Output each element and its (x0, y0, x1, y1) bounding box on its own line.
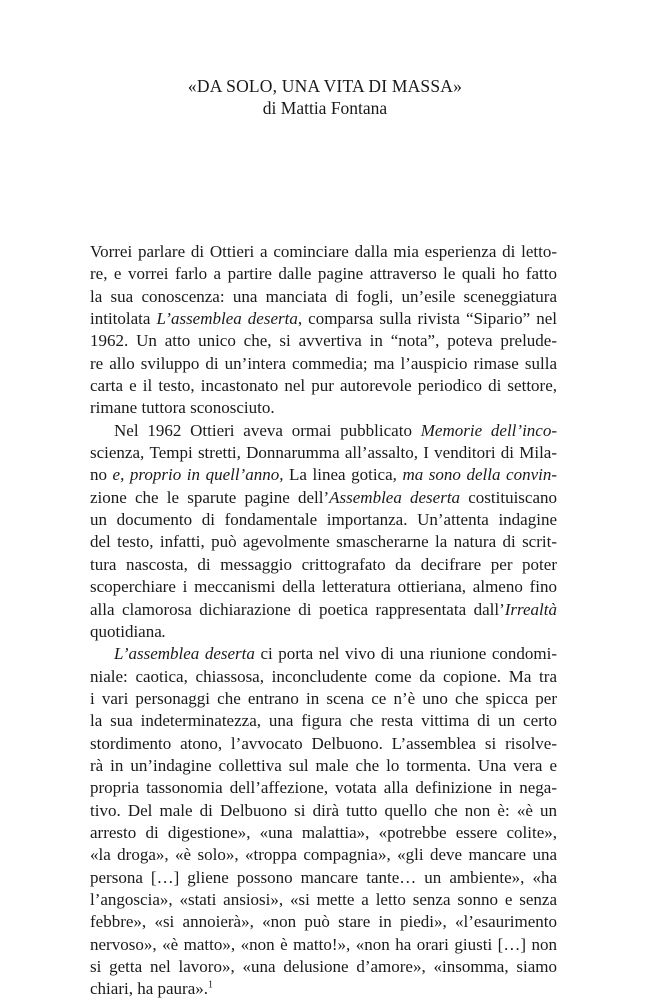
text-line: Vorrei parlare di Ottieri a cominciare dalla mia esperienza di letto- (90, 242, 557, 261)
text-line: rimane tuttora sconosciuto. (90, 398, 275, 418)
text-line: re allo sviluppo di un’intera commedia; ma l’auspicio rimase sulla (90, 353, 557, 373)
text-line: del testo, infatti, può agevolmente smascherarne la natura di scrit- (90, 532, 557, 552)
text-line: chiari, ha paura».$^1$ (90, 979, 213, 999)
text-line: «la droga», «è solo», «troppa compagnia», «gli deve mancare una (90, 845, 557, 865)
text-line: stordimento atono, l’avvocato Delbuono. L’assemblea si risolve- (90, 733, 557, 753)
text-line: intitolata L’assemblea deserta, comparsa sulla rivista “Sipario” nel (90, 309, 557, 329)
text-line: L’assemblea deserta ci porta nel vivo di una riunione condomi- (114, 644, 558, 664)
text-line: alla clamorosa dichiarazione di poetica rappresentata dall’Irrealtà (90, 599, 557, 619)
text-line: re, e vorrei farlo a partire dalle pagine attraverso le quali ho fatto (90, 264, 557, 284)
text-line: la sua conoscenza: una manciata di fogli, un’esile sceneggiatura (90, 286, 557, 306)
text-line: zione che le sparute pagine dell’Assemblea deserta costituiscano (90, 487, 557, 507)
paragraph-1 (90, 241, 557, 420)
text-line: febbre», «si annoierà», «non può stare in piedi», «l’esaurimento (90, 912, 557, 932)
paragraph-3 (90, 643, 557, 1001)
text-line: scoperchiare i meccanismi della letteratura ottieriana, almeno fino (90, 577, 557, 597)
text-line: propria tassonomia dell’affezione, votata alla definizione in nega- (90, 778, 557, 798)
chapter-header (0, 76, 650, 118)
text-line: quotidiana. (90, 621, 167, 641)
chapter-author: di Mattia Fontana (262, 98, 388, 118)
text-line: niale: caotica, chiassosa, inconcludente come da copione. Ma tra (90, 666, 557, 686)
text-line: tivo. Del male di Delbuono si dirà tutto quello che non è: «è un (90, 800, 557, 820)
text-line: no e, proprio in quell’anno, La linea gotica, ma sono della convin- (90, 465, 557, 485)
text-line: nervoso», «è matto», «non è matto!», «non ha orari giusti […] non (90, 934, 557, 954)
text-line: scienza, Tempi stretti, Donnarumma all’assalto, I venditori di Mila- (90, 443, 557, 463)
text-line: l’angoscia», «stati ansiosi», «si mette a letto senza sonno e senza (90, 889, 557, 909)
text-line: un documento di fondamentale importanza. Un’attenta indagine (90, 510, 557, 530)
text-line: tura nascosta, di messaggio crittografato da decifrare per poter (90, 554, 557, 574)
paragraph-2 (90, 420, 557, 643)
text-line: si getta nel lavoro», «una delusione d’amore», «insomma, siamo (90, 957, 557, 976)
text-line: Nel 1962 Ottieri aveva ormai pubblicato Memorie dell’inco- (114, 420, 557, 440)
text-line: rà in un’indagine collettiva sul male che lo tormenta. Una vera e (90, 755, 557, 775)
text-line: arresto di digestione», «una malattia», «potrebbe essere colite», (90, 822, 557, 842)
footnote-mark[interactable]: 1 (208, 979, 213, 991)
body-text (90, 241, 557, 1001)
text-line: la sua indeterminatezza, una figura che resta vittima di un certo (90, 711, 557, 731)
chapter-title: «DA SOLO, UNA VITA DI MASSA» (187, 76, 463, 96)
text-line: persona […] gliene possono mancare tante… un ambiente», «ha (90, 867, 557, 887)
text-line: carta e il testo, incastonato nel pur autorevole periodico di settore, (90, 376, 557, 396)
text-line: 1962. Un atto unico che, si avvertiva in “nota”, poteva prelude- (90, 331, 557, 351)
text-line: i vari personaggi che entrano in scena ce n’è uno che spicca per (90, 688, 557, 708)
